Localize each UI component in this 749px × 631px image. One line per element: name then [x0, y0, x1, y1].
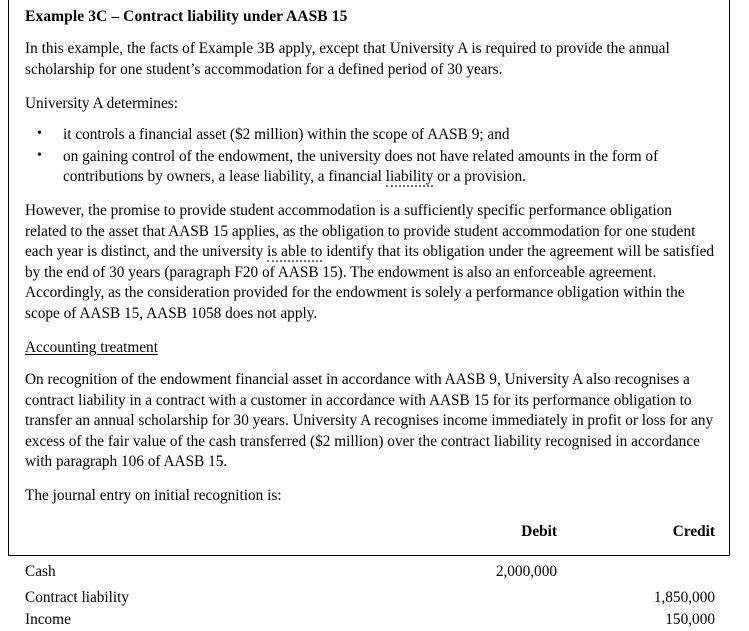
list-item-text-before: on gaining control of the endowment, the university does not have related amounts in the form of contributions by owners, a lease liability, a financial — [63, 147, 659, 186]
cell-debit — [387, 587, 557, 609]
cell-credit — [557, 561, 715, 587]
cell-debit: 2,000,000 — [495, 562, 557, 580]
paragraph-however — [25, 201, 715, 325]
column-header-account — [25, 523, 387, 561]
table-row — [25, 587, 715, 609]
paragraph-recognition: On recognition of the endowment financial asset in accordance with AASB 9, University A also recognises a contract liability in a contract with a customer in accordance with AASB 15 for its performance obligation to transfer an annual scholarship for 30 years. University A recognises income immediately in profit or loss for any excess of the fair value of the cash transferred ($2 million) over the contract liability recognised in accordance with paragraph 106 of AASB 15. — [25, 371, 714, 471]
list-item — [25, 147, 715, 188]
page-title: Example 3C – Contract liability under AASB 15 — [25, 8, 348, 25]
table-row — [25, 561, 715, 587]
cell-account: Income — [25, 610, 71, 628]
spellcheck-flagged-word[interactable]: liability — [385, 168, 434, 186]
cell-account: Contract liability — [25, 588, 130, 606]
bullet-icon: • — [37, 126, 42, 142]
paragraph-intro: In this example, the facts of Example 3B apply, except that University A is required to provide the annual scholarship for one student’s accommodation for a defined period of 30 years. — [25, 40, 670, 78]
journal-entry-table — [25, 523, 715, 631]
list-item-text — [63, 148, 658, 188]
paragraph-journal-lead: The journal entry on initial recognition is: — [25, 487, 282, 505]
document-page-frame — [8, 0, 730, 628]
list-item-text-after: or a provision. — [433, 168, 526, 186]
cell-credit: 1,850,000 — [653, 588, 715, 606]
list-item-text: it controls a financial asset ($2 million) within the scope of AASB 9; and — [63, 126, 510, 144]
paragraph-determines-lead: University A determines: — [25, 94, 178, 112]
document-body — [25, 7, 715, 631]
table-row — [25, 609, 715, 631]
determinations-bullet-list — [25, 125, 715, 188]
section-heading-accounting-treatment: Accounting treatment — [25, 338, 158, 356]
column-header-debit: Debit — [521, 522, 557, 540]
grammarcheck-flagged-phrase[interactable]: is able to — [267, 243, 323, 261]
cell-account: Cash — [25, 562, 56, 580]
column-header-credit: Credit — [672, 522, 715, 540]
table-header-row — [25, 523, 715, 561]
paragraph-however-before: However, the promise to provide student accommodation is a sufficiently specific performance obligation related to the asset that AASB 15 applies, as the obligation to provide student accommodation for one student each year is distinct, and the university — [25, 201, 696, 261]
list-item — [25, 125, 715, 146]
paragraph-however-after: identify that its obligation under the agreement will be satisfied by the end of 30 years (paragraph F20 of AASB 15). The endowment is also an enforceable agreement. Accordingly, as the consideration provided for the endowment is solely a performance obligation within the scope of AASB 15, AASB 1058 does not apply. — [25, 243, 715, 322]
cell-debit — [387, 609, 557, 631]
bullet-icon: • — [37, 147, 42, 163]
cell-credit: 150,000 — [665, 610, 715, 628]
